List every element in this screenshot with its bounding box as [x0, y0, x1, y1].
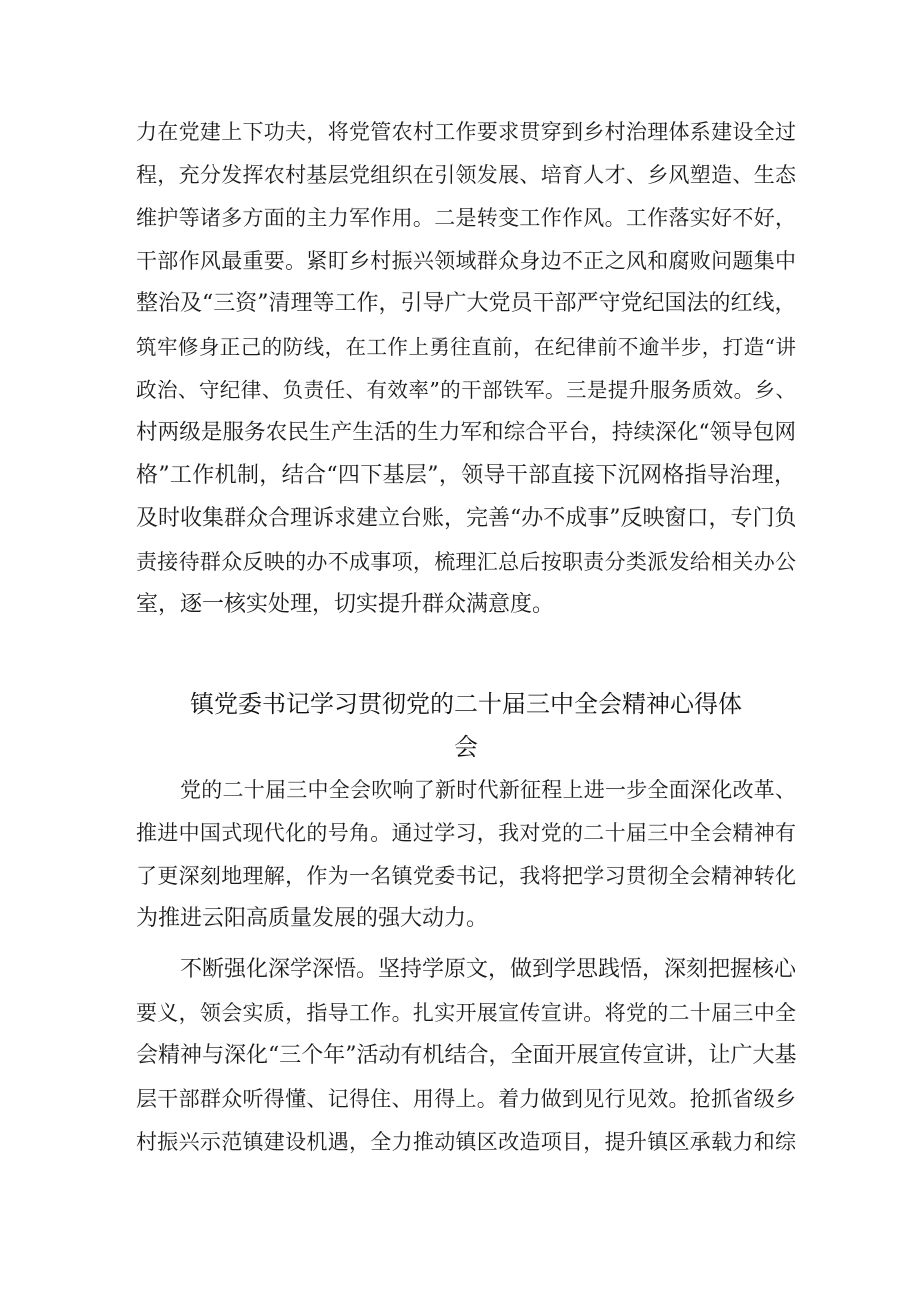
- document-title-line-2: 会: [454, 733, 478, 761]
- body-text-line: 要义，领会实质，指导工作。扎实开展宣传宣讲。将党的二十届三中全: [136, 1001, 796, 1025]
- body-text-line: 为推进云阳高质量发展的强大动力。: [136, 906, 489, 931]
- body-text-line: 政治、守纪律、负责任、有效率”的干部铁军。三是提升服务质效。乡、: [136, 378, 796, 402]
- body-text-line: 室，逐一核实处理，切实提升群众满意度。: [136, 592, 555, 617]
- body-text-line: 干部作风最重要。紧盯乡村振兴领域群众身边不正之风和腐败问题集中: [136, 249, 796, 273]
- body-text-line: 不断强化深学深悟。坚持学原文，做到学思践悟，深刻把握核心: [180, 957, 797, 982]
- body-text-line: 村两级是服务农民生产生活的生力军和综合平台，持续深化“领导包网: [136, 420, 796, 445]
- body-text-line: 会精神与深化“三个年”活动有机结合，全面开展宣传宣讲，让广大基: [136, 1043, 797, 1068]
- body-text-line: 格”工作机制，结合“四下基层”，领导干部直接下沉网格指导治理，: [136, 463, 796, 488]
- body-text-line: 党的二十届三中全会吹响了新时代新征程上进一步全面深化改革、: [180, 778, 796, 802]
- body-text-line: 推进中国式现代化的号角。通过学习，我对党的二十届三中全会精神有: [136, 821, 796, 845]
- body-text-line: 整治及“三资”清理等工作，引导广大党员干部严守党纪国法的红线，: [136, 291, 797, 316]
- body-text-line: 村振兴示范镇建设机遇，全力推动镇区改造项目，提升镇区承载力和综: [136, 1130, 796, 1154]
- body-text-line: 层干部群众听得懂、记得住、用得上。着力做到见行见效。抢抓省级乡: [136, 1087, 796, 1111]
- body-text-line: 程，充分发挥农村基层党组织在引领发展、培育人才、乡风塑造、生态: [136, 163, 796, 187]
- document-title-line-1: 镇党委书记学习贯彻党的二十届三中全会精神心得体: [190, 690, 742, 718]
- body-text-line: 责接待群众反映的办不成事项，梳理汇总后按职责分类派发给相关办公: [136, 550, 796, 574]
- body-text-line: 维护等诸多方面的主力军作用。二是转变工作作风。工作落实好不好，: [136, 206, 796, 230]
- body-text-line: 了更深刻地理解，作为一名镇党委书记，我将把学习贯彻全会精神转化: [136, 864, 796, 888]
- body-text-line: 力在党建上下功夫，将党管农村工作要求贯穿到乡村治理体系建设全过: [136, 120, 796, 144]
- body-text-line: 筑牢修身正己的防线，在工作上勇往直前，在纪律前不逾半步，打造“讲: [136, 335, 796, 359]
- body-text-line: 及时收集群众合理诉求建立台账，完善“办不成事”反映窗口，专门负: [136, 506, 797, 531]
